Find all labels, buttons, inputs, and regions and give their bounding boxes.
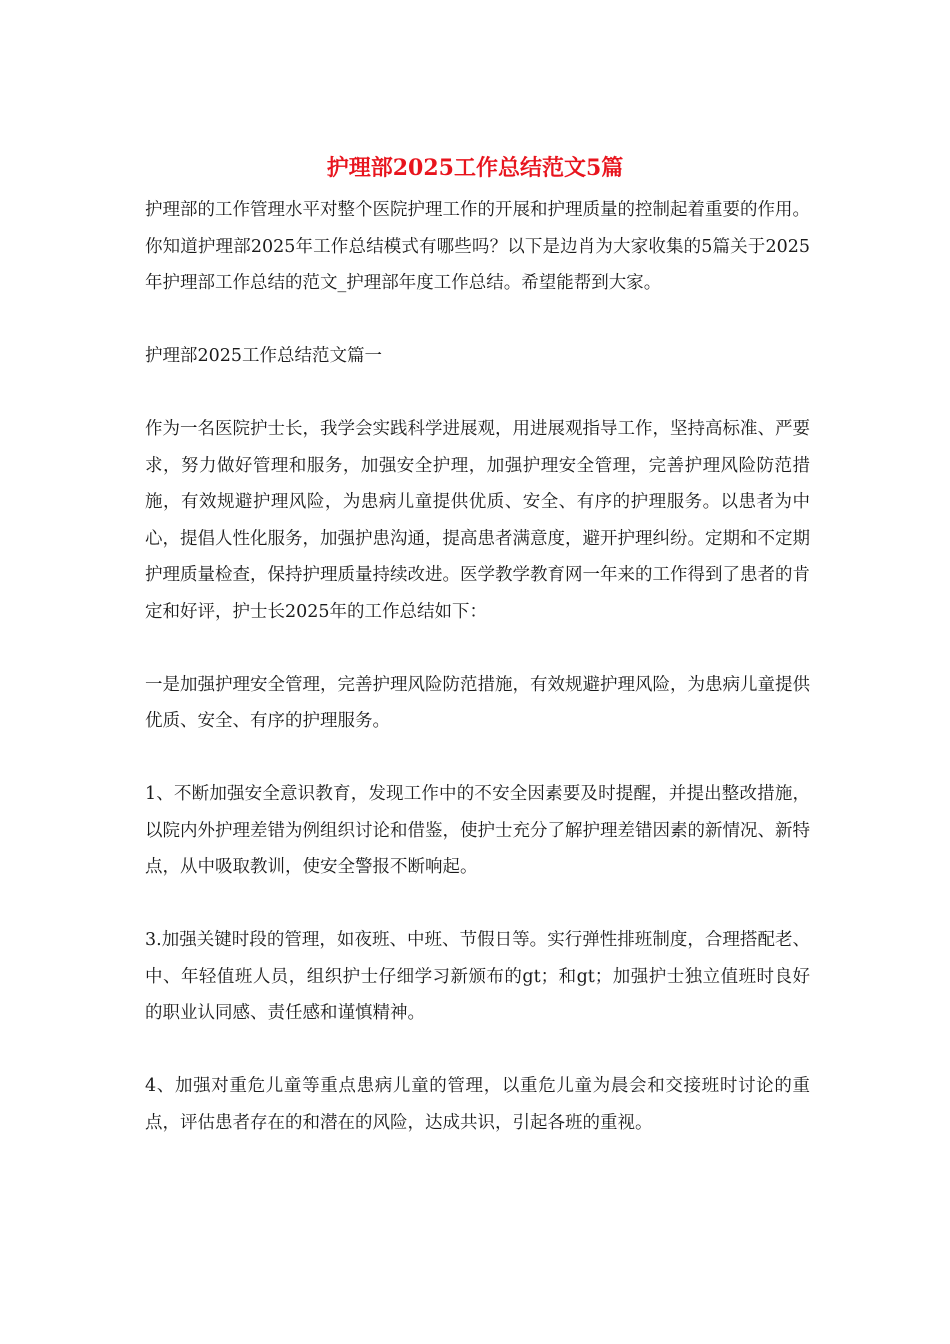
list-item: 1、不断加强安全意识教育，发现工作中的不安全因素要及时提醒，并提出整改措施，以院内外护理差错为例组织讨论和借鉴，使护士充分了解护理差错因素的新情况、新特点，从中吸取教训，使安全警报不断响起。 [145,784,810,877]
body-paragraph: 一是加强护理安全管理，完善护理风险防范措施，有效规避护理风险，为患病儿童提供优质、安全、有序的护理服务。 [145,674,810,731]
list-item: 4、加强对重危儿童等重点患病儿童的管理，以重危儿童为晨会和交接班时讨论的重点，评估患者存在的和潜在的风险，达成共识，引起各班的重视。 [145,1076,810,1133]
list-item: 3.加强关键时段的管理，如夜班、中班、节假日等。实行弹性排班制度，合理搭配老、中、年轻值班人员，组织护士仔细学习新颁布的gt；和gt；加强护士独立值班时良好的职业认同感、责任感和谨慎精神。 [145,930,810,1023]
intro-paragraph: 护理部的工作管理水平对整个医院护理工作的开展和护理质量的控制起着重要的作用。你知道护理部2025年工作总结模式有哪些吗？以下是边肖为大家收集的5篇关于2025年护理部工作总结的范文_护理部年度工作总结。希望能帮到大家。 [145,200,810,293]
section-heading: 护理部2025工作总结范文篇一 [145,346,383,366]
document-body [145,192,810,1178]
document-title: 护理部2025工作总结范文5篇 [326,155,624,181]
body-paragraph: 作为一名医院护士长，我学会实践科学进展观，用进展观指导工作，坚持高标准、严要求，努力做好管理和服务，加强安全护理，加强护理安全管理，完善护理风险防范措施，有效规避护理风险，为患病儿童提供优质、安全、有序的护理服务。以患者为中心，提倡人性化服务，加强护患沟通，提高患者满意度，避开护理纠纷。定期和不定期护理质量检查，保持护理质量持续改进。医学教学教育网一年来的工作得到了患者的肯定和好评，护士长2025年的工作总结如下： [145,419,810,622]
